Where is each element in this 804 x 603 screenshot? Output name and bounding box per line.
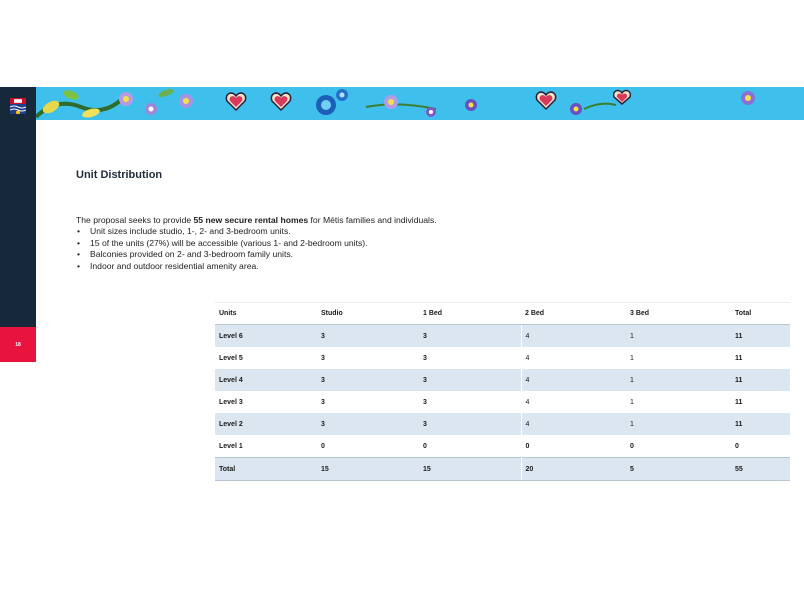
page-number: 18 [0,327,36,362]
cell-2-bed: 4 [521,369,626,391]
cell-3-bed: 0 [630,442,634,450]
cell-1-bed: 3 [423,354,427,362]
intro-highlight: 55 new secure rental homes [193,215,309,225]
cell-2-bed: 4 [521,391,626,413]
cell-total: 11 [731,413,790,435]
cell-studio: 3 [317,413,419,435]
cell-studio: 3 [321,354,325,362]
total-studio: 15 [317,458,419,481]
header-3-bed: 3 Bed [626,303,731,325]
cell-2-bed: 4 [521,325,626,348]
cell-total: 11 [731,325,790,348]
cell-3-bed: 1 [630,398,634,406]
cell-studio: 0 [321,442,325,450]
intro-text: The proposal seeks to provide [76,215,194,225]
bullet-list [76,226,368,272]
row-label: Level 2 [215,413,317,435]
cell-studio: 3 [317,325,419,348]
intro-text-end: for Métis families and individuals. [308,215,437,225]
row-label: Level 6 [215,325,317,348]
table-row [215,369,790,391]
total-all: 55 [731,458,790,481]
table-row [215,391,790,413]
sidebar [0,87,36,362]
page-title: Unit Distribution [76,169,163,181]
intro-paragraph [76,214,437,226]
header-2-bed: 2 Bed [521,303,626,325]
cell-2-bed: 4 [521,347,626,369]
bullet-item: • Indoor and outdoor residential amenity area. [76,261,368,273]
header-units: Units [215,303,317,325]
table-header-row [215,303,790,325]
header-total: Total [731,303,790,325]
cell-studio: 3 [317,369,419,391]
cell-total: 11 [735,398,743,406]
table-row [215,325,790,348]
total-3-bed: 5 [626,458,731,481]
bullet-item: • Balconies provided on 2- and 3-bedroom family units. [76,249,368,261]
cell-total: 11 [735,354,743,362]
row-label: Level 3 [219,398,243,406]
cell-3-bed: 1 [626,413,731,435]
cell-2-bed: 0 [521,435,626,458]
table-row [215,413,790,435]
cell-total: 0 [735,442,739,450]
cell-1-bed: 0 [423,442,427,450]
floral-beadwork-banner [36,87,804,120]
header-1-bed: 1 Bed [419,303,521,325]
cell-1-bed: 3 [419,413,521,435]
total-1-bed: 15 [419,458,521,481]
cell-studio: 3 [321,398,325,406]
row-label: Level 1 [219,442,243,450]
cell-1-bed: 3 [419,325,521,348]
cell-1-bed: 3 [423,398,427,406]
cell-1-bed: 3 [419,369,521,391]
table-row [215,347,790,369]
row-label: Level 4 [215,369,317,391]
total-label: Total [215,458,317,481]
cell-2-bed: 4 [521,413,626,435]
flag-crest-icon [10,98,26,114]
table-row [215,435,790,458]
unit-distribution-table [215,302,790,481]
table-total-row [215,458,790,481]
header-studio: Studio [317,303,419,325]
total-2-bed: 20 [521,458,626,481]
cell-3-bed: 1 [626,325,731,348]
bullet-item: • 15 of the units (27%) will be accessible (various 1- and 2-bedroom units). [76,238,368,250]
cell-3-bed: 1 [626,369,731,391]
cell-total: 11 [731,369,790,391]
cell-3-bed: 1 [630,354,634,362]
row-label: Level 5 [219,354,243,362]
bullet-item: • Unit sizes include studio, 1-, 2- and 3-bedroom units. [76,226,368,238]
